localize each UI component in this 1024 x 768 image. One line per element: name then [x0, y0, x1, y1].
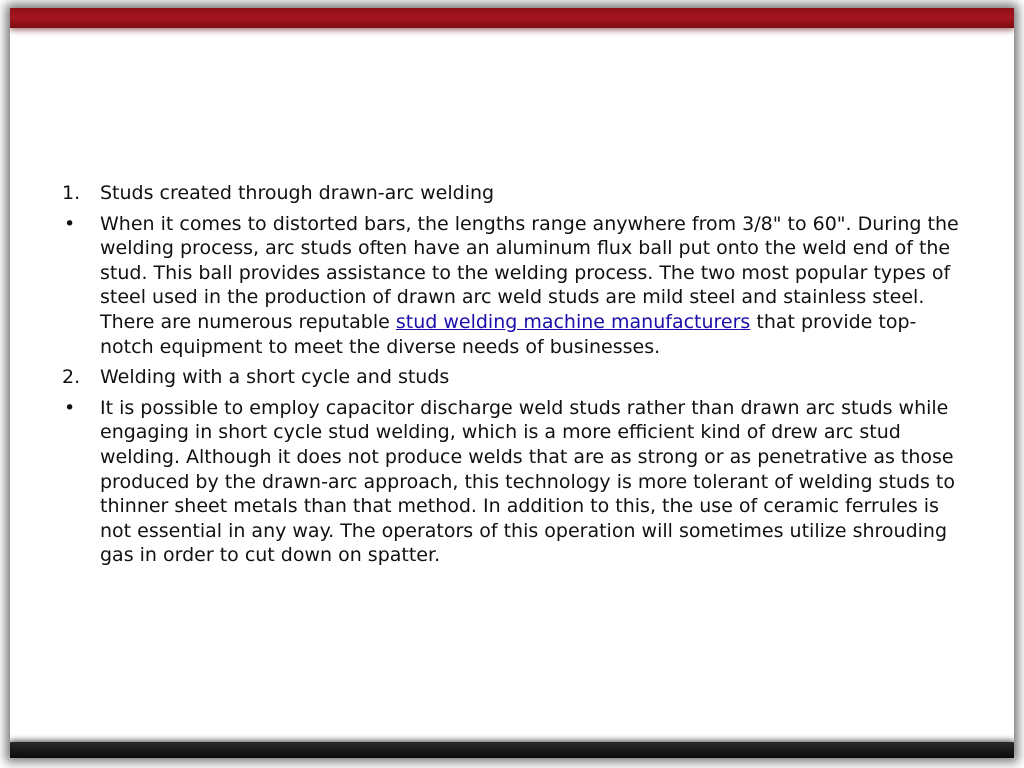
paragraph-text-before-link: When it comes to distorted bars, the lengths range anywhere from 3/8" to 60". During the welding process, arc studs often have an aluminum flux ball put onto the weld end of the stud. This ball provides assistance to the welding process. The two most popular types of steel used in the production of drawn arc weld studs are mild steel and stainless steel. There are numerous reputable: [100, 212, 959, 333]
numbered-item-1: [58, 181, 968, 206]
numbered-item-text: Welding with a short cycle and studs: [100, 366, 450, 389]
bullet-marker: •: [64, 396, 76, 419]
bullet-item-2: [58, 396, 968, 568]
bullet-paragraph: [100, 212, 968, 360]
numbered-item-text: Studs created through drawn-arc welding: [100, 182, 495, 204]
numbered-item-2: [58, 365, 968, 390]
list-number: 2.: [62, 366, 81, 389]
slide: [10, 8, 1014, 758]
paragraph-text-after-link: that provide top-notch equipment to meet the diverse needs of businesses.: [100, 310, 917, 358]
slide-body: [58, 181, 968, 574]
bullet-paragraph: It is possible to employ capacitor discharge weld studs rather than drawn arc studs while engaging in short cycle stud welding, which is a more efficient kind of drew arc stud welding. Although it does not produce welds that are as strong or as penetrative as those produced by the drawn-arc approach, this technology is more tolerant of welding studs to thinner sheet metals than that method. In addition to this, the use of ceramic ferrules is not essential in any way. The operators of this operation will sometimes utilize shrouding gas in order to cut down on spatter.: [100, 396, 956, 567]
bottom-accent-bar: [10, 742, 1014, 758]
list-number: 1.: [62, 182, 81, 204]
bullet-item-1: [58, 212, 968, 360]
top-accent-bar: [10, 8, 1014, 28]
manufacturers-link[interactable]: stud welding machine manufacturers: [395, 310, 751, 333]
bullet-marker: •: [64, 212, 76, 235]
